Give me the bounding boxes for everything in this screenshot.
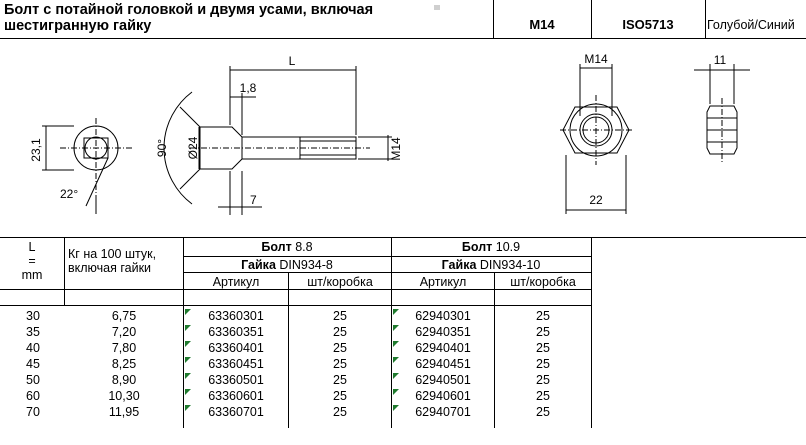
group1-nut-header (184, 258, 390, 272)
cell-pcs-10-9: 25 (536, 309, 550, 323)
cell-flag-marker (393, 357, 399, 363)
cell-weight: 10,30 (108, 389, 140, 403)
standard-cell: ISO5713 (622, 17, 674, 32)
col-weight-line1: Кг на 100 штук, (68, 247, 157, 261)
dim-head-diameter: Ø24 (186, 136, 200, 160)
cell-article-10-9: 62940451 (415, 357, 471, 371)
cell-flag-marker (393, 341, 399, 347)
cell-article-10-9: 62940501 (415, 373, 471, 387)
cell-weight: 7,80 (111, 341, 137, 355)
dim-collar: 1,8 (239, 81, 257, 95)
cell-flag-marker (185, 405, 191, 411)
cell-flag-marker (393, 309, 399, 315)
cell-pcs-8-8: 25 (333, 373, 347, 387)
header-grid (0, 0, 806, 39)
nut-thread: M14 (584, 52, 608, 66)
nut-height: 11 (713, 53, 727, 67)
size-cell: M14 (529, 17, 555, 32)
cell-weight: 8,25 (111, 357, 137, 371)
nut-front-view (560, 64, 632, 214)
cell-article-10-9: 62940351 (415, 325, 471, 339)
cell-length: 50 (26, 373, 40, 387)
group2-bolt-header (392, 240, 590, 254)
cell-article-8-8: 63360401 (208, 341, 264, 355)
cell-pcs-10-9: 25 (536, 357, 550, 371)
col-l-header (0, 240, 64, 282)
cell-article-8-8: 63360601 (208, 389, 264, 403)
cell-weight: 11,95 (108, 405, 140, 419)
col-l-line2: = (28, 254, 36, 268)
cell-pcs-8-8: 25 (333, 309, 347, 323)
group2-article-header: Артикул (419, 275, 467, 289)
group1-article-header: Артикул (212, 275, 260, 289)
cell-article-8-8: 63360701 (208, 405, 264, 419)
head-front-view (42, 118, 132, 214)
cell-length: 40 (26, 341, 40, 355)
group2-nut-std: DIN934-10 (479, 258, 541, 272)
cell-weight: 8,90 (111, 373, 137, 387)
cell-flag-marker (185, 309, 191, 315)
cell-pcs-10-9: 25 (536, 389, 550, 403)
cell-article-8-8: 63360501 (208, 373, 264, 387)
cell-weight: 7,20 (111, 325, 137, 339)
dim-neck: 7 (250, 193, 257, 207)
group1-bolt-header (184, 240, 390, 254)
cell-flag-marker (393, 389, 399, 395)
cell-flag-marker (185, 389, 191, 395)
cell-pcs-8-8: 25 (333, 325, 347, 339)
cell-weight: 6,75 (111, 309, 137, 323)
group1-bolt-label: Болт (261, 240, 292, 254)
col-weight-header (68, 247, 180, 275)
product-title-line2: шестигранную гайку (4, 18, 152, 34)
nut-side-view (694, 64, 750, 162)
cell-pcs-8-8: 25 (333, 389, 347, 403)
cell-pcs-10-9: 25 (536, 325, 550, 339)
color-cell: Голубой/Синий (707, 18, 795, 32)
cell-length: 60 (26, 389, 40, 403)
cell-pcs-10-9: 25 (536, 405, 550, 419)
cell-flag-marker (185, 341, 191, 347)
cell-pcs-8-8: 25 (333, 341, 347, 355)
cell-pcs-10-9: 25 (536, 341, 550, 355)
group2-nut-header (392, 258, 590, 272)
col-weight-line2: включая гайки (68, 261, 152, 275)
col-l-line1: L (28, 240, 36, 254)
group1-nut-std: DIN934-8 (279, 258, 333, 272)
cell-pcs-10-9: 25 (536, 373, 550, 387)
cell-length: 45 (26, 357, 40, 371)
nut-width: 22 (589, 193, 603, 207)
cell-length: 70 (26, 405, 40, 419)
dim-length: L (288, 54, 296, 68)
dim-angle-head: 90° (155, 138, 169, 158)
cell-article-8-8: 63360351 (208, 325, 264, 339)
dim-angle-small: 22° (60, 187, 79, 201)
cell-flag-marker (185, 373, 191, 379)
cell-article-10-9: 62940601 (415, 389, 471, 403)
product-title-line1: Болт с потайной головкой и двумя усами, включая (4, 2, 374, 18)
dim-thread: M14 (389, 137, 403, 161)
dim-head-height: 23,1 (29, 138, 43, 162)
group2-bolt-grade: 10.9 (495, 240, 521, 254)
cell-pcs-8-8: 25 (333, 405, 347, 419)
cell-flag-marker (185, 357, 191, 363)
cell-article-8-8: 63360301 (208, 309, 264, 323)
group2-bolt-label: Болт (461, 240, 493, 254)
group1-nut-label: Гайка (241, 258, 276, 272)
cell-flag-marker (393, 373, 399, 379)
group1-bolt-grade: 8.8 (295, 240, 313, 254)
cell-article-10-9: 62940301 (415, 309, 471, 323)
cell-length: 30 (26, 309, 40, 323)
cell-article-8-8: 63360451 (208, 357, 264, 371)
col-l-line3: mm (21, 268, 43, 282)
group2-pcs-header: шт/коробка (510, 275, 576, 289)
cell-flag-marker (185, 325, 191, 331)
cell-article-10-9: 62940401 (415, 341, 471, 355)
cell-flag-marker (393, 325, 399, 331)
cell-pcs-8-8: 25 (333, 357, 347, 371)
group1-pcs-header: шт/коробка (307, 275, 373, 289)
cell-flag-marker (393, 405, 399, 411)
cell-length: 35 (26, 325, 40, 339)
cell-article-10-9: 62940701 (415, 405, 471, 419)
group2-nut-label: Гайка (441, 258, 477, 272)
